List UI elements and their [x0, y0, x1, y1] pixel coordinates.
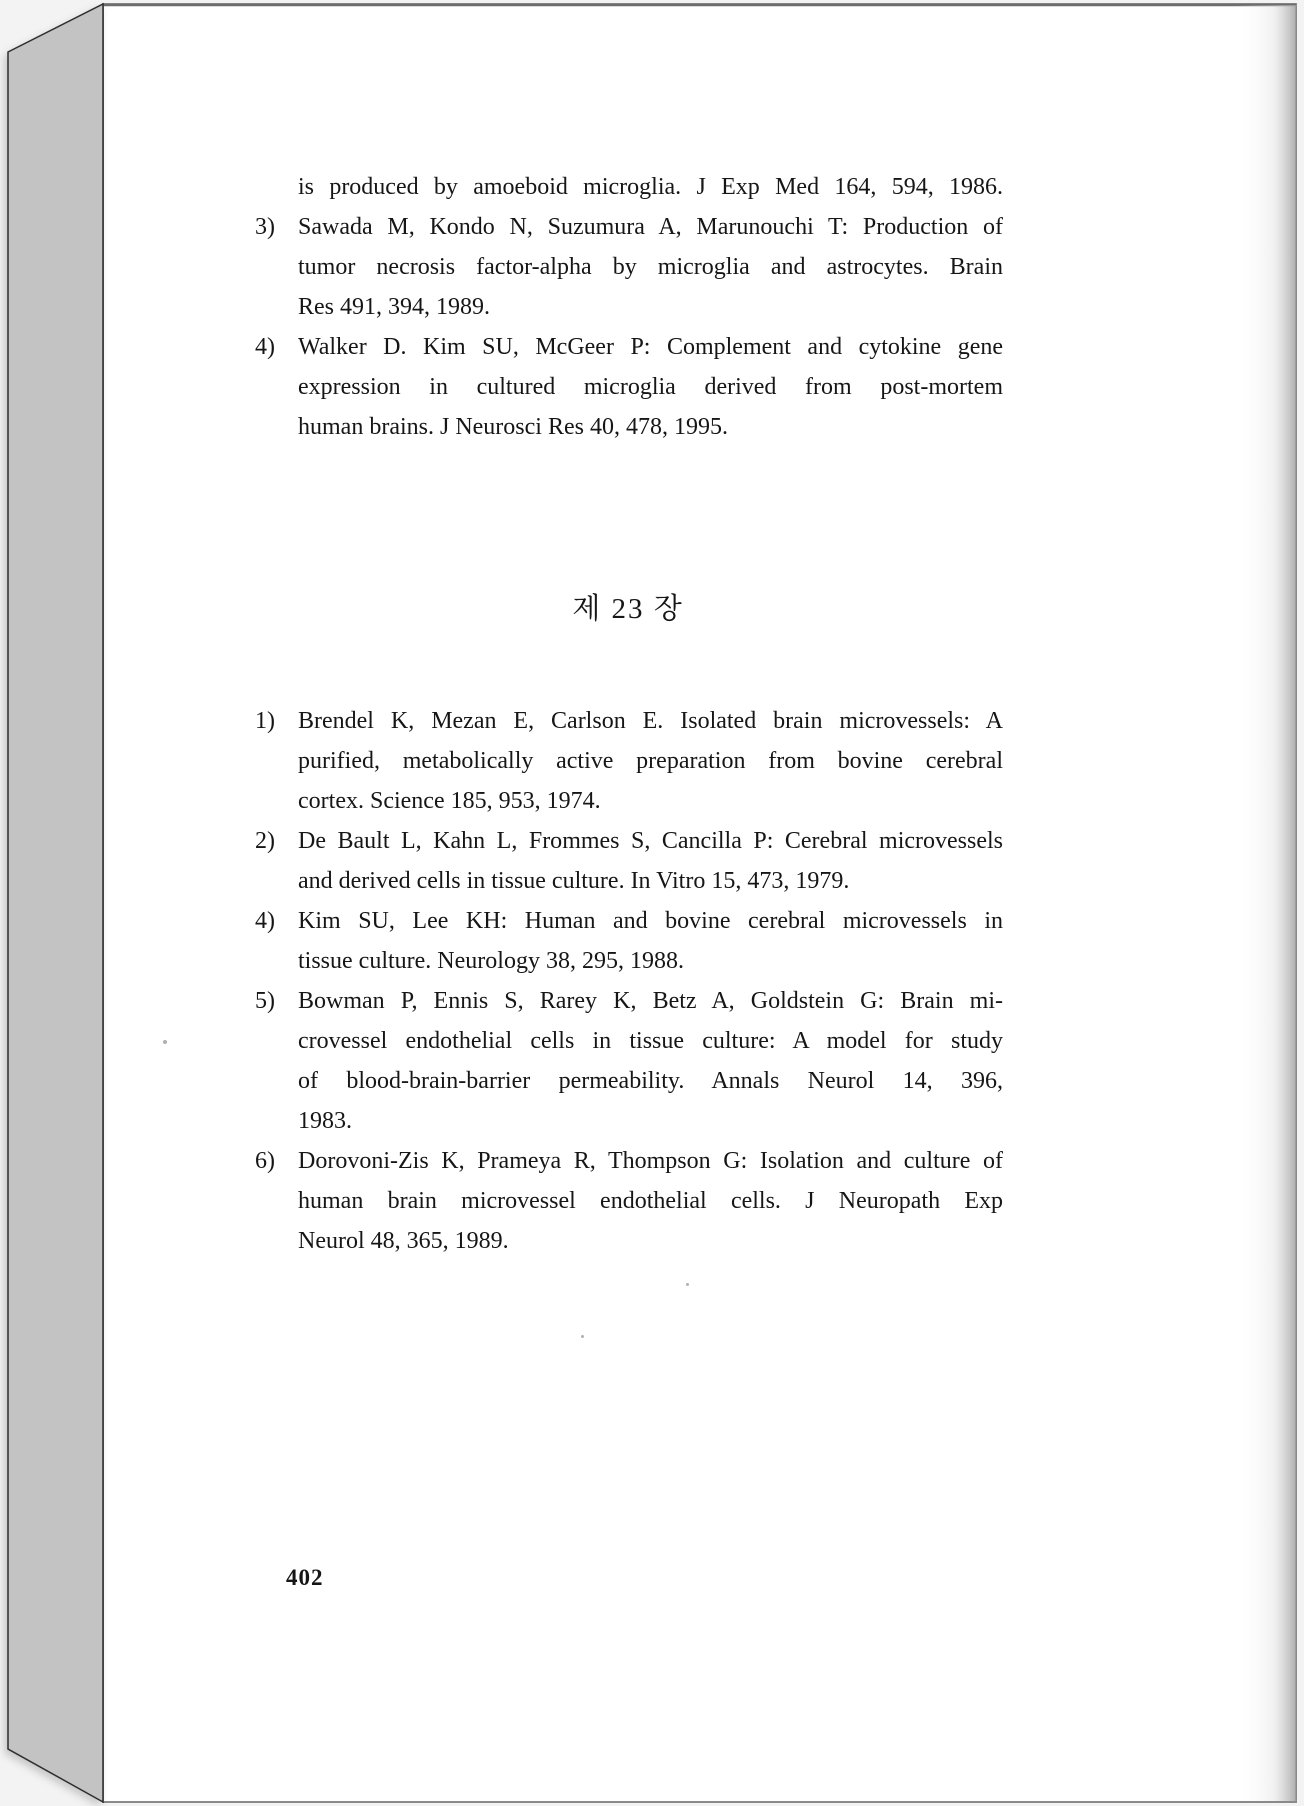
reference-line: Kim SU, Lee KH: Human and bovine cerebral microvessels in 4) [253, 901, 1003, 941]
scan-speck [163, 1040, 167, 1044]
reference-item [253, 821, 1003, 901]
reference-line: purified, metabolically active preparation from bovine cerebral [298, 748, 1003, 774]
reference-line: Res 491, 394, 1989. [298, 294, 490, 320]
chapter-heading: 제 23 장 [572, 593, 684, 625]
reference-item [253, 327, 1003, 447]
reference-number: 1) [255, 708, 275, 734]
reference-line: 1983. [298, 1108, 352, 1134]
reference-line: Walker D. Kim SU, McGeer P: Complement and cytokine gene 4) [253, 327, 1003, 367]
reference-line: tumor necrosis factor-alpha by microglia and astrocytes. Brain [298, 254, 1003, 280]
reference-line: crovessel endothelial cells in tissue culture: A model for study [298, 1028, 1003, 1054]
text-column [253, 167, 1003, 1261]
reference-list-top [253, 167, 1003, 447]
reference-line: of blood-brain-barrier permeability. Annals Neurol 14, 396, [298, 1068, 1003, 1094]
reference-line: human brain microvessel endothelial cells. J Neuropath Exp [298, 1188, 1003, 1214]
reference-line: Sawada M, Kondo N, Suzumura A, Marunouchi T: Production of 3) [253, 207, 1003, 247]
reference-number: 5) [255, 988, 275, 1014]
reference-item [253, 167, 1003, 207]
reference-line: De Bault L, Kahn L, Frommes S, Cancilla P: Cerebral microvessels 2) [253, 821, 1003, 861]
reference-line: Dorovoni-Zis K, Prameya R, Thompson G: Isolation and culture of 6) [253, 1141, 1003, 1181]
scan-speck [686, 1283, 689, 1286]
reference-item [253, 981, 1003, 1141]
reference-line: Brendel K, Mezan E, Carlson E. Isolated brain microvessels: A 1) [253, 701, 1003, 741]
reference-item [253, 701, 1003, 821]
reference-item [253, 207, 1003, 327]
reference-line: cortex. Science 185, 953, 1974. [298, 788, 601, 814]
reference-line: human brains. J Neurosci Res 40, 478, 1995. [298, 414, 728, 440]
reference-number: 4) [255, 334, 275, 360]
reference-number: 4) [255, 908, 275, 934]
reference-line: Bowman P, Ennis S, Rarey K, Betz A, Goldstein G: Brain mi- 5) [253, 981, 1003, 1021]
reference-line: and derived cells in tissue culture. In Vitro 15, 473, 1979. [298, 868, 850, 894]
reference-item [253, 901, 1003, 981]
page-number: 402 [286, 1565, 324, 1590]
reference-number: 6) [255, 1148, 275, 1174]
reference-number: 3) [255, 214, 275, 240]
reference-item [253, 1141, 1003, 1261]
reference-number: 2) [255, 828, 275, 854]
reference-line: expression in cultured microglia derived from post-mortem [298, 374, 1003, 400]
reference-list-ch23 [253, 701, 1003, 1261]
page [103, 3, 1297, 1803]
reference-line: tissue culture. Neurology 38, 295, 1988. [298, 948, 684, 974]
reference-line: is produced by amoeboid microglia. J Exp Med 164, 594, 1986. [298, 174, 1003, 200]
page-edge-block [8, 4, 103, 1802]
reference-line: Neurol 48, 365, 1989. [298, 1228, 509, 1254]
scan-speck [581, 1335, 584, 1338]
